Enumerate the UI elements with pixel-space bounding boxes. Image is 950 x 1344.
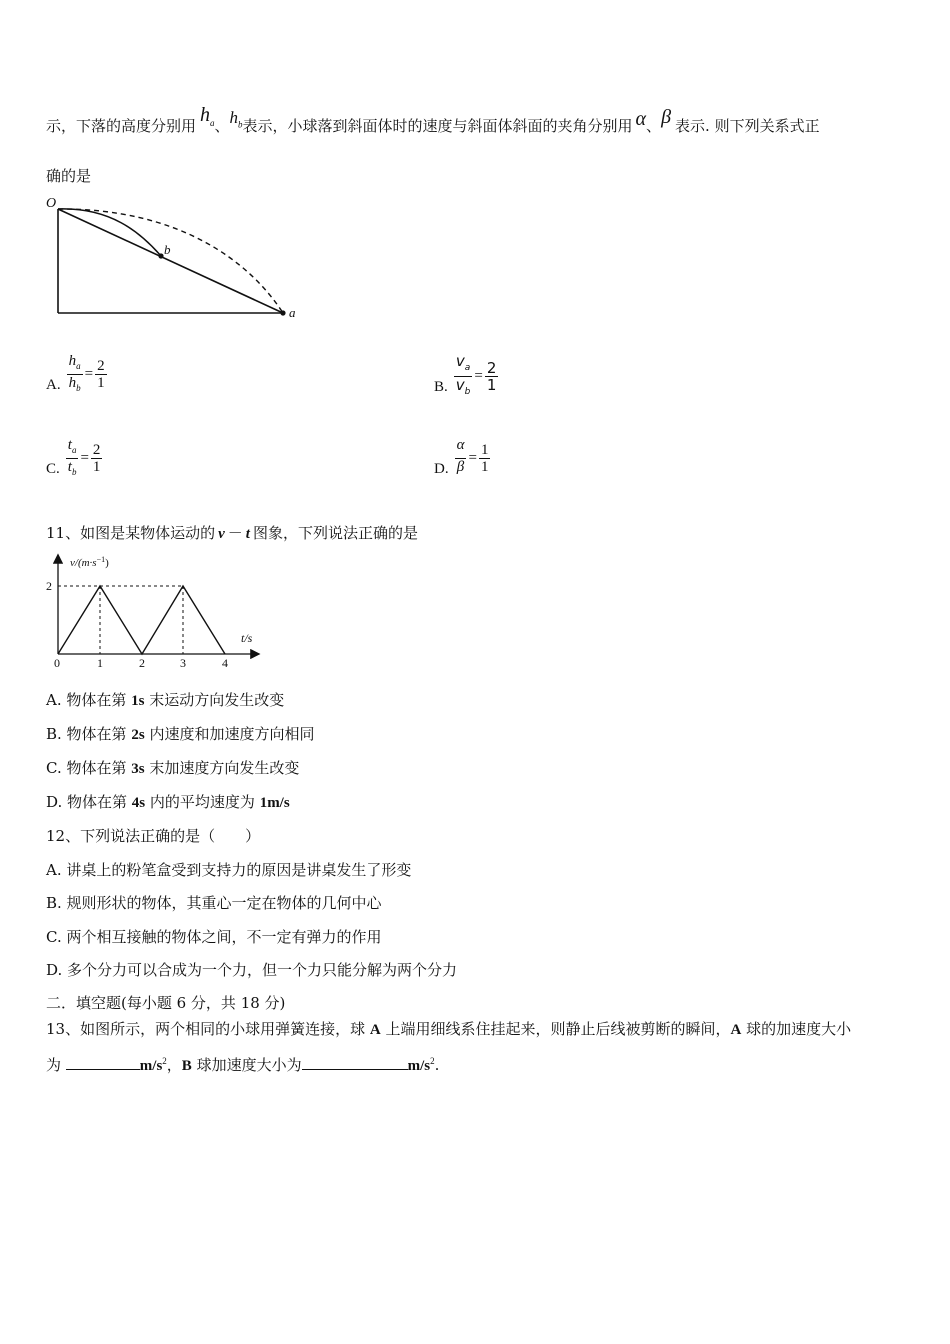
y-axis-label: $v/(m\cdot s^{-1})$: [70, 555, 109, 569]
velocity-time-graph: [40, 550, 265, 672]
x-tick-0: 0: [54, 656, 60, 670]
h-a-symbol: $h_a$: [200, 104, 215, 128]
point-a-dot: [280, 310, 285, 315]
q10-line1: [46, 104, 820, 138]
x-tick-4: 4: [222, 656, 228, 670]
answer-blank-b[interactable]: [302, 1055, 408, 1070]
x-tick-1: 1: [97, 656, 103, 670]
q11-stem: 11、如图是某物体运动的 v － t 图象，下列说法正确的是: [46, 524, 418, 542]
q12-option-a[interactable]: A. 讲桌上的粉笔盒受到支持力的原因是讲桌发生了形变: [46, 861, 412, 879]
q11-option-c[interactable]: C. 物体在第 3s 末加速度方向发生改变: [46, 759, 300, 777]
vt-line: [58, 586, 225, 654]
q12-stem: 12、下列说法正确的是（ ）: [46, 827, 261, 845]
y-tick-2: 2: [46, 579, 52, 593]
label-origin: O: [46, 196, 57, 211]
point-b-dot: [158, 253, 163, 258]
separator-2: 、: [646, 117, 662, 135]
x-tick-3: 3: [180, 656, 186, 670]
q12-option-c[interactable]: C. 两个相互接触的物体之间，不一定有弹力的作用: [46, 928, 382, 946]
q13-line1: 13、如图所示，两个相同的小球用弹簧连接，球 A 上端用细线系住挂起来，则静止后线被剪断的瞬间，A 球的加速度大小: [46, 1020, 852, 1038]
beta-symbol: β: [661, 106, 672, 128]
projectile-slope-figure: [40, 192, 310, 324]
q10-text-3: 表示. 则下列关系式正: [675, 117, 820, 135]
h-b-symbol: $h_b$: [229, 108, 243, 130]
q12-option-b[interactable]: B. 规则形状的物体，其重心一定在物体的几何中心: [46, 894, 382, 912]
q11-option-b[interactable]: B. 物体在第 2s 内速度和加速度方向相同: [46, 725, 315, 743]
q10-option-b[interactable]: B. $\frac{v_a}{v_b}$ = $\frac{2}{1}$: [434, 352, 497, 397]
alpha-symbol: α: [635, 108, 647, 130]
q12-option-d[interactable]: D. 多个分力可以合成为一个力，但一个力只能分解为两个分力: [46, 961, 458, 979]
q10-line2: 确的是: [46, 167, 92, 185]
separator-1: 、: [214, 117, 230, 135]
q13-line2: 为 $m/s^2$，B 球加速度大小为 $m/s^2$.: [46, 1056, 440, 1074]
q11-option-a[interactable]: A. 物体在第 1s 末运动方向发生改变: [46, 691, 285, 709]
answer-blank-a[interactable]: [66, 1055, 140, 1070]
label-a: a: [289, 305, 296, 320]
x-axis-label: t/s: [241, 631, 253, 645]
section-heading-fill-in: 二．填空题(每小题 6 分，共 18 分): [46, 994, 286, 1012]
q10-option-d[interactable]: D. $\frac{\alpha}{\beta}$ = $\frac{1}{1}$: [434, 437, 489, 477]
q10-text-1: 示，下落的高度分别用: [46, 117, 197, 135]
q10-text-2: 表示，小球落到斜面体时的速度与斜面体斜面的夹角分别用: [242, 117, 633, 135]
q10-option-c[interactable]: C. $\frac{t_a}{t_b}$ = $\frac{2}{1}$: [46, 437, 101, 477]
label-b: b: [164, 242, 171, 257]
slope-incline: [58, 209, 283, 313]
q10-option-a[interactable]: A. $\frac{h_a}{h_b}$ = $\frac{2}{1}$: [46, 353, 105, 393]
x-tick-2: 2: [139, 656, 145, 670]
q11-option-d[interactable]: D. 物体在第 4s 内的平均速度为 1m/s: [46, 793, 290, 811]
